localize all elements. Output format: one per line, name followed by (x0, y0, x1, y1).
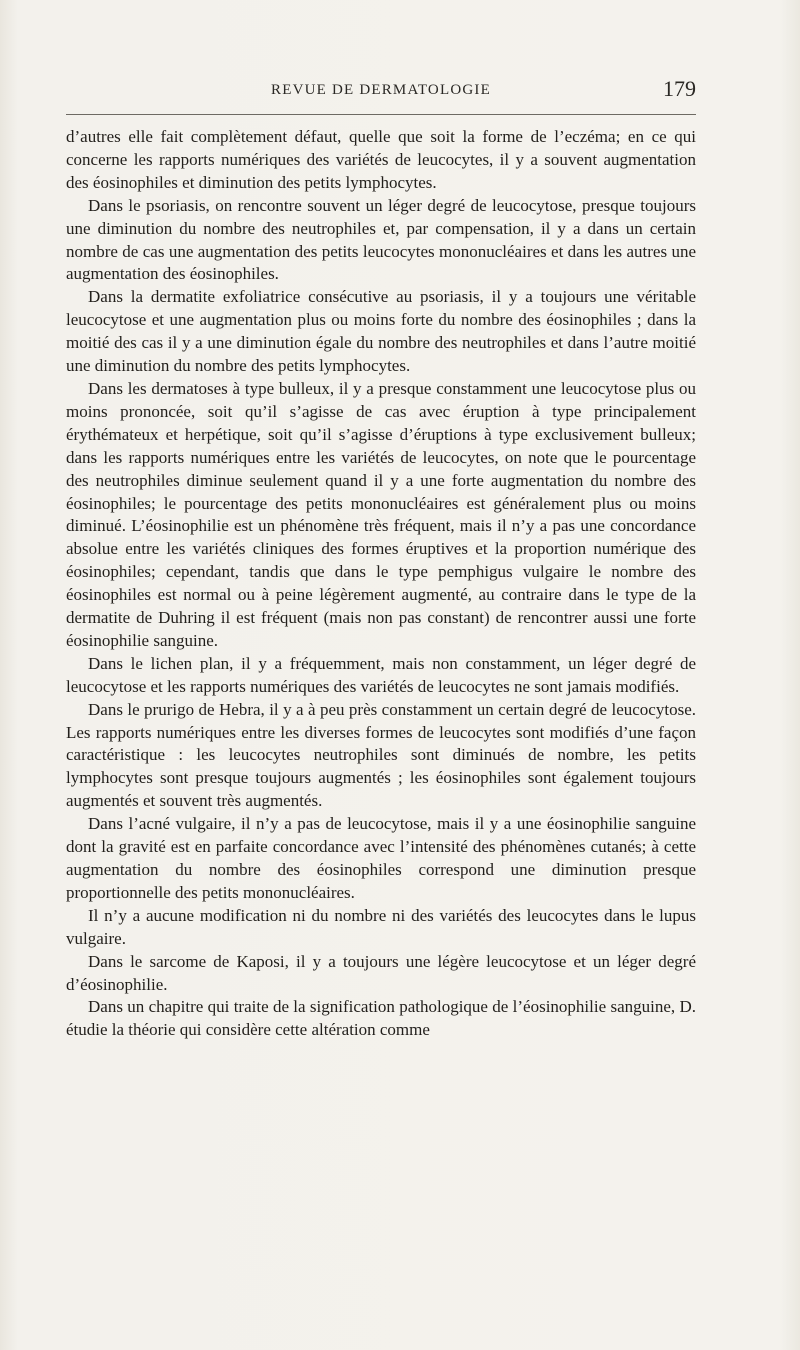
paragraph-psoriasis: Dans le psoriasis, on rencontre souvent un léger degré de leucocytose, presque toujours une diminution du nombre des neutrophiles et, par compensation, il y a dans un certain nombre de cas une augmentation des petits leucocytes mononucléaires et dans les autres une augmentation des éosinophiles. (66, 195, 696, 284)
paragraph-sarcome-kaposi: Dans le sarcome de Kaposi, il y a toujours une légère leucocytose et un léger degré d’éosinophilie. (66, 951, 696, 994)
paragraph-lichen-plan: Dans le lichen plan, il y a fréquemment, mais non constamment, un léger degré de leucocytose et les rapports numériques des variétés de leucocytes ne sont jamais modifiés. (66, 653, 696, 696)
paragraph-prurigo: Dans le prurigo de Hebra, il y a à peu près constamment un certain degré de leucocytose. Les rapports numériques entre les diverses formes de leucocytes sont modifiés d’une façon caractéristique : les leucocytes neutrophiles sont diminués de nombre, les petits lymphocytes sont presque toujours augmentés ; les éosinophiles sont également toujours augmentés et souvent très augmentés. (66, 699, 696, 811)
paragraph-dermatoses-bulleuses: Dans les dermatoses à type bulleux, il y a presque constamment une leucocytose plus ou moins prononcée, soit qu’il s’agisse de cas avec éruption à type principalement érythémateux et herpétique, soit qu’il s’agisse d’éruptions à type exclusivement bulleux; dans les rapports numériques entre les variétés de leucocytes, on note que le pourcentage des neutrophiles diminue seulement quand il y a une forte augmentation du nombre des éosinophiles; le pourcentage des petits mononucléaires est généralement plus ou moins diminué. L’éosinophilie est un phénomène très fréquent, mais il n’y a pas une concordance absolue entre les variétés cliniques des formes éruptives et la proportion numérique des éosinophiles; cependant, tandis que dans le type pemphigus vulgaire le nombre des éosinophiles est normal ou à peine légèrement augmenté, au contraire dans le type de la dermatite de Duhring il est fréquent (mais non pas constant) de rencontrer aussi une forte éosinophilie sanguine. (66, 378, 696, 650)
paragraph-acne: Dans l’acné vulgaire, il n’y a pas de leucocytose, mais il y a une éosinophilie sanguine dont la gravité est en parfaite concordance avec l’intensité des phénomènes cutanés; à cette augmentation du nombre des éosinophiles correspond une diminution presque proportionnelle des petits mononucléaires. (66, 814, 696, 902)
paragraph-signification: Dans un chapitre qui traite de la signification pathologique de l’éosinophilie sanguine, D. étudie la théorie qui considère cette altération comme (66, 997, 696, 1040)
paragraph-lupus: Il n’y a aucune modification ni du nombre ni des variétés des leucocytes dans le lupus vulgaire. (66, 905, 696, 948)
page-header (66, 76, 696, 104)
body-text (66, 126, 696, 1042)
running-title: REVUE DE DERMATOLOGIE (271, 82, 491, 98)
page-number: 179 (663, 76, 696, 101)
header-rule (66, 114, 696, 115)
paragraph-dermatite-exfoliatrice: Dans la dermatite exfoliatrice consécutive au psoriasis, il y a toujours une véritable leucocytose et une augmentation plus ou moins forte du nombre des éosinophiles ; dans la moitié des cas il y a une diminution égale du nombre des neutrophiles et dans l’autre moitié une diminution du nombre des petits lymphocytes. (66, 287, 696, 376)
paragraph-eczema-continuation: d’autres elle fait complètement défaut, quelle que soit la forme de l’eczéma; en ce qui concerne les rapports numériques des variétés de leucocytes, il y a souvent augmentation des éosinophiles et diminution des petits lymphocytes. (66, 127, 696, 192)
